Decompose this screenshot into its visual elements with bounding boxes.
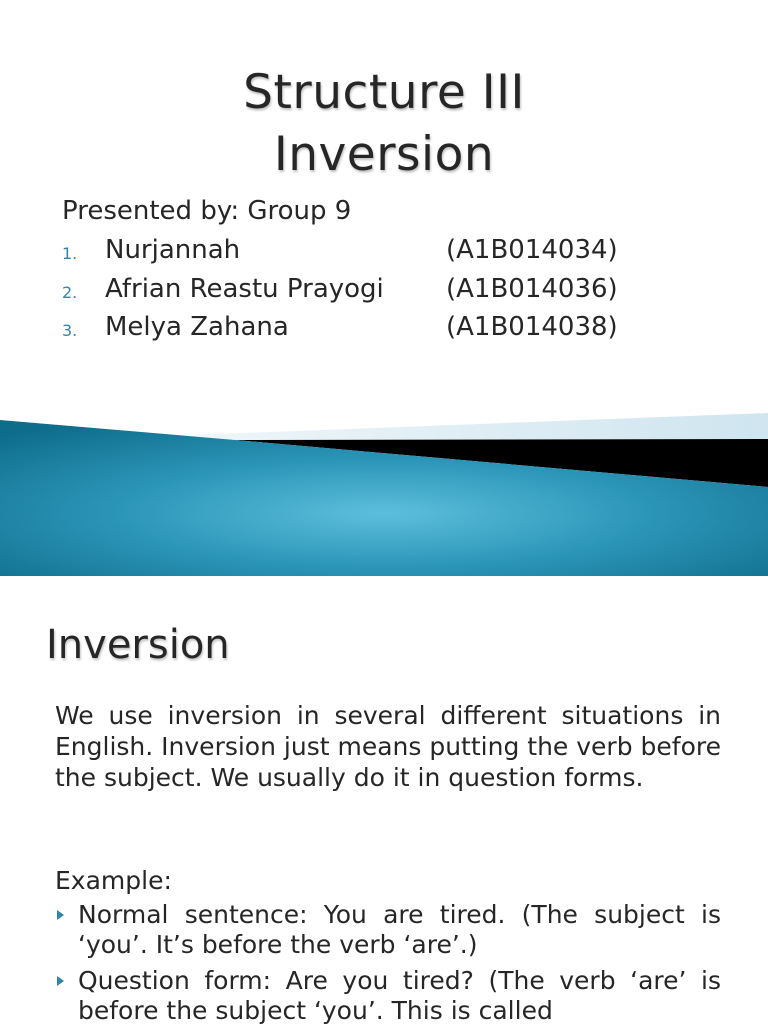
bullet-item: [55, 900, 721, 960]
bullet-list: [55, 900, 721, 1024]
member-id: (A1B014034): [446, 235, 618, 265]
slide-title: Inversion: [46, 622, 230, 668]
content-slide: [0, 576, 768, 1024]
member-id: (A1B014036): [446, 273, 618, 304]
bullet-arrow-icon: [57, 976, 64, 986]
body-paragraph: We use inversion in several different situations in English. Inversion just means putting the verb before the subject. We usually do it in question forms.: [55, 701, 721, 792]
bullet-item: [55, 966, 721, 1024]
member-number: 3.: [62, 321, 78, 340]
bullet-text: Question form: Are you tired? (The verb ‘are’ is before the subject ‘you’. This is called: [78, 966, 721, 1024]
slide-title: [0, 62, 768, 186]
example-label: Example:: [55, 866, 172, 895]
member-number: 2.: [62, 282, 78, 302]
bullet-arrow-icon: [57, 910, 64, 920]
title-line-1: Structure III: [243, 65, 525, 120]
light-wedge: [190, 413, 768, 440]
member-name: Nurjannah: [105, 235, 241, 265]
decorative-band: [0, 405, 768, 576]
title-line-2: Inversion: [273, 127, 495, 182]
presenter-label: Presented by: Group 9: [62, 196, 352, 226]
bullet-text: Normal sentence: You are tired. (The subject is ‘you’. It’s before the verb ‘are’.): [78, 900, 721, 959]
member-id: (A1B014038): [446, 312, 618, 342]
member-name: Afrian Reastu Prayogi: [105, 273, 384, 304]
member-name: Melya Zahana: [105, 312, 289, 342]
member-number: 1.: [62, 244, 78, 263]
